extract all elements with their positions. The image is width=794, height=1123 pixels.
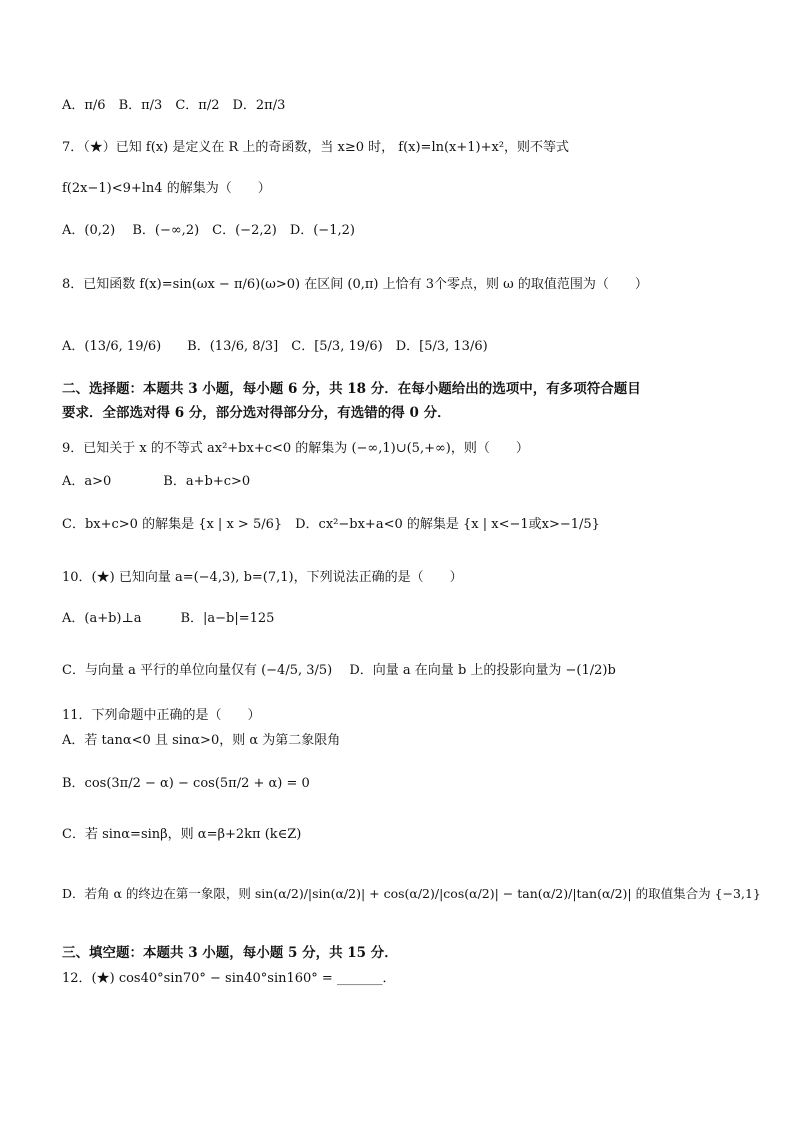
section-2-heading-line2: 要求．全部选对得 6 分，部分选对得部分分，有选错的得 0 分． bbox=[62, 405, 451, 421]
q9-options-ab: A．a>0 B．a+b+c>0 bbox=[62, 474, 251, 489]
q10-stem: 10．(★) 已知向量 a=(−4,3), b=(7,1)，下列说法正确的是（ ） bbox=[62, 570, 463, 585]
q8-options: A．(13/6, 19/6) B．(13/6, 8/3] C．[5/3, 19/6) D．[5/3, 13/6) bbox=[62, 339, 488, 354]
q7-stem-line1: 7．（★）已知 f(x) 是定义在 R 上的奇函数，当 x≥0 时， f(x)=ln(x+1)+x²，则不等式 bbox=[62, 140, 570, 155]
q9-stem: 9．已知关于 x 的不等式 ax²+bx+c<0 的解集为 (−∞,1)∪(5,+∞)，则（ ） bbox=[62, 441, 529, 456]
q11-option-c: C．若 sinα=sinβ，则 α=β+2kπ (k∈Z) bbox=[62, 827, 302, 842]
q11-stem: 11．下列命题中正确的是（ ） bbox=[62, 708, 261, 723]
q11-option-d: D．若角 α 的终边在第一象限，则 sin(α/2)/|sin(α/2)| + cos(α/2)/|cos(α/2)| − tan(α/2)/|tan(α/2)| 的取值集合为 {−3,1} bbox=[62, 886, 761, 901]
q6-options: A．π/6 B．π/3 C．π/2 D．2π/3 bbox=[62, 98, 286, 113]
q8-stem: 8．已知函数 f(x)=sin(ωx − π/6)(ω>0) 在区间 (0,π) 上恰有 3个零点，则 ω 的取值范围为（ ） bbox=[62, 277, 648, 292]
q12-stem: 12．(★) cos40°sin70° − sin40°sin160° = _______． bbox=[62, 971, 396, 986]
section-3-heading: 三、填空题：本题共 3 小题，每小题 5 分，共 15 分． bbox=[62, 945, 398, 961]
q10-options-ab: A．(a+b)⊥a B．|a−b|=125 bbox=[62, 611, 275, 626]
q7-options: A．(0,2) B．(−∞,2) C．(−2,2) D．(−1,2) bbox=[62, 223, 355, 238]
q11-option-a: A．若 tanα<0 且 sinα>0，则 α 为第二象限角 bbox=[62, 733, 341, 748]
q10-options-cd: C．与向量 a 平行的单位向量仅有 (−4/5, 3/5) D．向量 a 在向量 b 上的投影向量为 −(1/2)b bbox=[62, 663, 616, 678]
q9-options-cd: C．bx+c>0 的解集是 {x | x > 5/6} D．cx²−bx+a<0 的解集是 {x | x<−1或x>−1/5} bbox=[62, 517, 600, 532]
section-2-heading-line1: 二、选择题：本题共 3 小题，每小题 6 分，共 18 分．在每小题给出的选项中，有多项符合题目 bbox=[62, 381, 641, 397]
q7-stem-line2: f(2x−1)<9+ln4 的解集为（ ） bbox=[62, 181, 271, 196]
q11-option-b: B．cos(3π/2 − α) − cos(5π/2 + α) = 0 bbox=[62, 776, 310, 791]
